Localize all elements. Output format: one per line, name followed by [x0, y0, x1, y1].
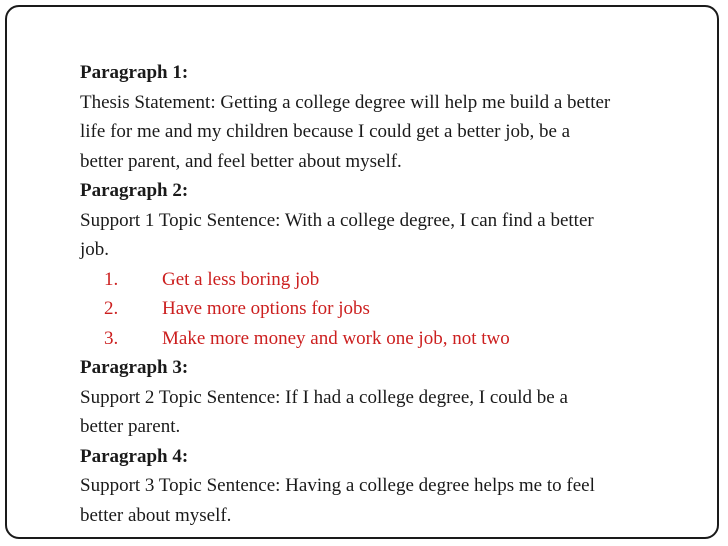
list-item: [80, 294, 702, 324]
support-1-line: job.: [80, 239, 110, 260]
list-number: 1.: [104, 268, 119, 290]
paragraph-4-heading: Paragraph 4:: [80, 445, 189, 467]
list-item: [80, 324, 702, 354]
list-number: 2.: [104, 298, 119, 319]
support-1-line: Support 1 Topic Sentence: With a college degree, I can find a better: [80, 209, 594, 231]
paragraph-3-heading: Paragraph 3:: [80, 357, 189, 378]
thesis-line: Thesis Statement: Getting a college degree will help me build a better: [80, 91, 611, 113]
thesis-line: better parent, and feel better about myself.: [80, 150, 402, 172]
outline-content: [80, 58, 702, 530]
list-text: Get a less boring job: [162, 268, 320, 290]
list-text: Make more money and work one job, not two: [162, 327, 510, 349]
slide-frame: [5, 5, 719, 539]
support-3-line: better about myself.: [80, 504, 232, 526]
list-item: [80, 265, 702, 295]
paragraph-1-heading: Paragraph 1:: [80, 62, 189, 83]
support-2-line: better parent.: [80, 416, 181, 437]
list-number: 3.: [104, 327, 119, 349]
paragraph-2-heading: Paragraph 2:: [80, 180, 189, 201]
support-2-line: Support 2 Topic Sentence: If I had a college degree, I could be a: [80, 386, 568, 408]
support-3-line: Support 3 Topic Sentence: Having a college degree helps me to feel: [80, 475, 595, 496]
thesis-line: life for me and my children because I could get a better job, be a: [80, 121, 571, 142]
list-text: Have more options for jobs: [162, 298, 370, 319]
